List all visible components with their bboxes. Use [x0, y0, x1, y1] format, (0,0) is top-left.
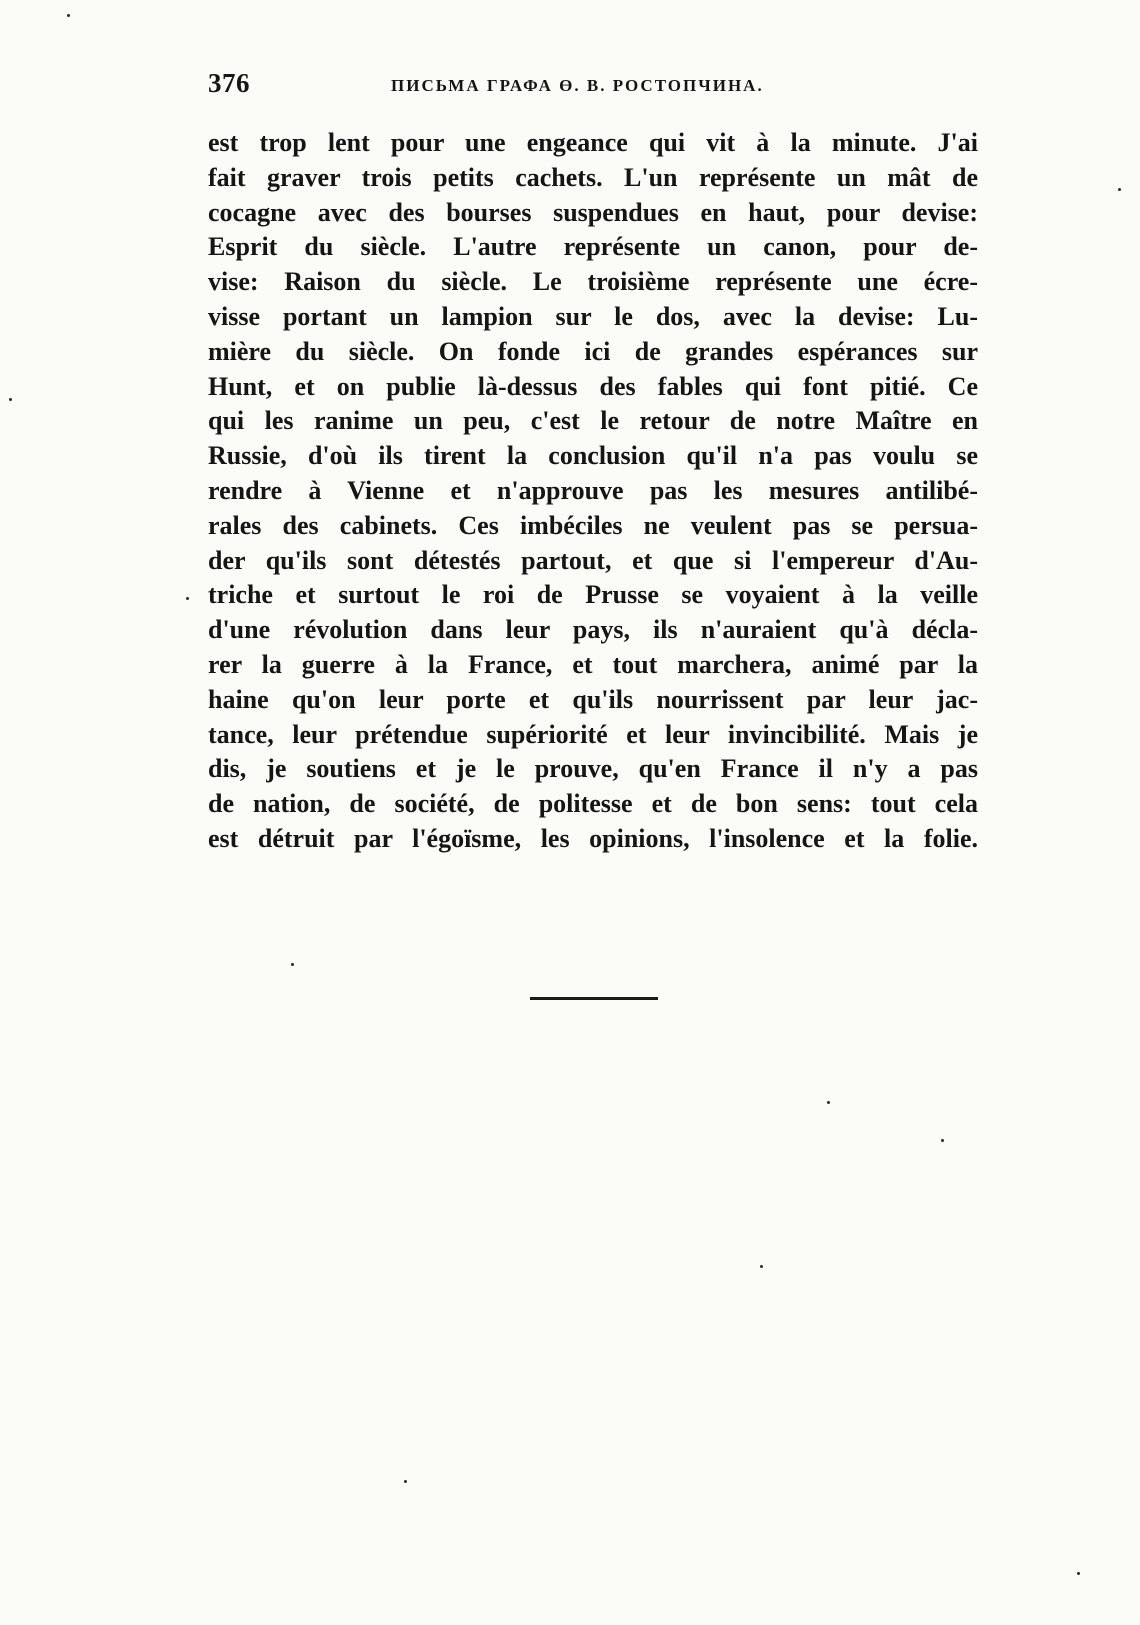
- text-line: d'une révolution dans leur pays, ils n'auraient qu'à décla-: [208, 615, 978, 645]
- text-line: Hunt, et on publie là-dessus des fables qui font pitié. Ce: [208, 371, 978, 401]
- text-line: mière du siècle. On fonde ici de grandes espérances sur: [208, 336, 978, 366]
- scan-speck: [291, 963, 294, 966]
- text-line: Esprit du siècle. L'autre représente un canon, pour de-: [208, 232, 978, 262]
- text-line: rendre à Vienne et n'approuve pas les mesures antilibé-: [208, 475, 978, 505]
- text-line: triche et surtout le roi de Prusse se voyaient à la veille: [208, 580, 978, 610]
- text-line: vise: Raison du siècle. Le troisième représente une écre-: [208, 267, 978, 297]
- text-line: Russie, d'où ils tirent la conclusion qu'il n'a pas voulu se: [208, 441, 978, 471]
- text-line: de nation, de société, de politesse et de bon sens: tout cela: [208, 789, 978, 819]
- scan-speck: [186, 597, 189, 600]
- text-line: tance, leur prétendue supériorité et leur invincibilité. Mais je: [208, 719, 978, 749]
- body-text: [208, 126, 978, 857]
- text-line: qui les ranime un peu, c'est le retour de notre Maître en: [208, 406, 978, 436]
- text-line: fait graver trois petits cachets. L'un représente un mât de: [208, 162, 978, 192]
- text-line: cocagne avec des bourses suspendues en haut, pour devise:: [208, 197, 978, 227]
- text-line-last: est détruit par l'égoïsme, les opinions, l'insolence et la folie.: [208, 823, 978, 853]
- end-rule: [530, 997, 658, 1000]
- scan-speck: [67, 14, 70, 17]
- scan-speck: [9, 398, 12, 401]
- scan-speck: [941, 1139, 944, 1142]
- scan-speck: [1118, 188, 1121, 191]
- running-head: [208, 68, 978, 104]
- page-number: 376: [208, 68, 250, 98]
- scan-speck: [404, 1480, 407, 1483]
- text-line: dis, je soutiens et je le prouve, qu'en France il n'y a pas: [208, 754, 978, 784]
- scan-speck: [1077, 1572, 1080, 1575]
- text-line: rales des cabinets. Ces imbéciles ne veulent pas se persua-: [208, 510, 978, 540]
- text-line: rer la guerre à la France, et tout marchera, animé par la: [208, 649, 978, 679]
- scan-speck: [827, 1101, 830, 1104]
- text-line: est trop lent pour une engeance qui vit à la minute. J'ai: [208, 128, 978, 157]
- scan-speck: [760, 1265, 763, 1268]
- text-line: visse portant un lampion sur le dos, avec la devise: Lu-: [208, 301, 978, 331]
- text-line: haine qu'on leur porte et qu'ils nourrissent par leur jac-: [208, 684, 978, 714]
- text-line: der qu'ils sont détestés partout, et que si l'empereur d'Au-: [208, 545, 978, 575]
- running-title: ПИСЬМА ГРАФА Ө. В. РОСТОПЧИНА.: [391, 76, 764, 95]
